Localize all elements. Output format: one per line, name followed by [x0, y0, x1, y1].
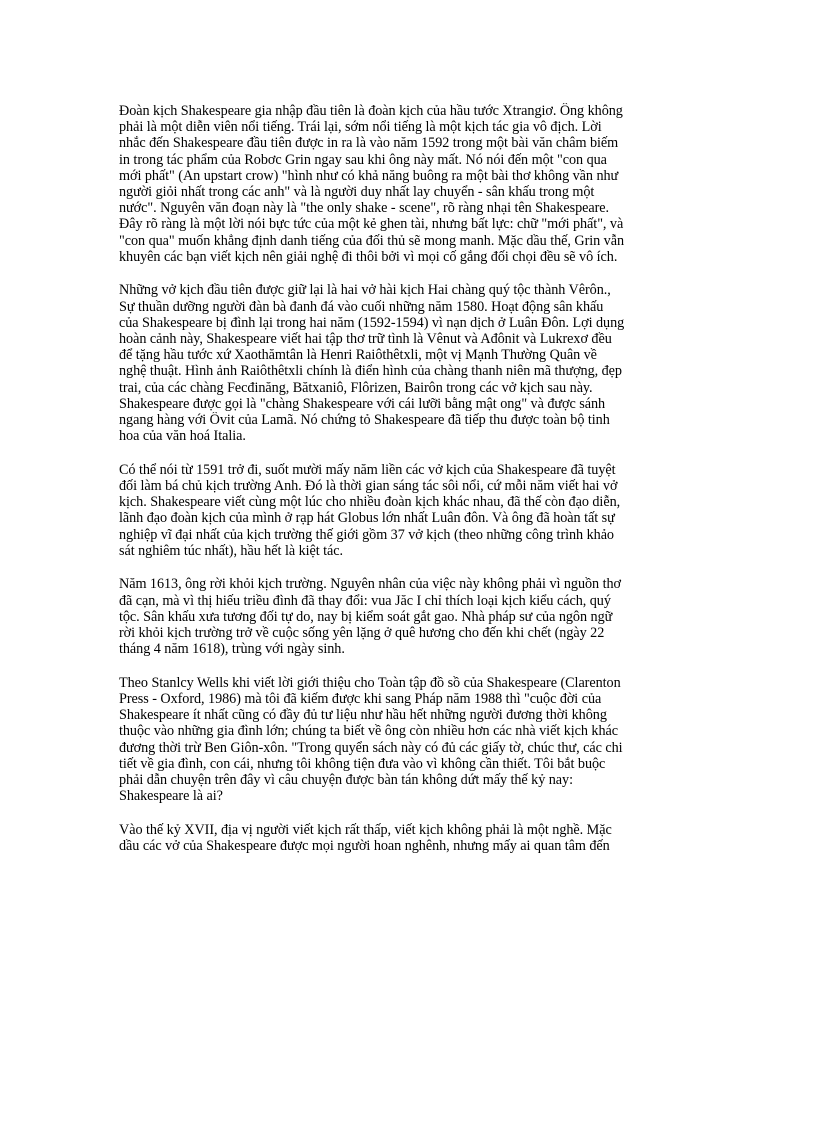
text-line: Đây rõ ràng là một lời nói bực tức của một kẻ ghen tài, nhưng bất lực: chữ "mới phất", và — [119, 216, 624, 233]
text-line: sát nghiêm túc nhất), hầu hết là kiệt tác. — [119, 542, 344, 559]
document-body — [119, 103, 697, 872]
text-line: khuyên các bạn viết kịch nên giải nghệ đi thôi bởi vì mọi cố gắng đối chọi đều sẽ vô ích. — [119, 248, 618, 265]
text-line: để tặng hầu tước xứ Xaothămtân là Henri Raiôthêtxli, một vị Mạnh Thường Quân về — [119, 347, 597, 364]
text-line: Những vở kịch đầu tiên được giữ lại là hai vở hài kịch Hai chàng quý tộc thành Vêrôn., — [119, 282, 611, 299]
text-line: nhắc đến Shakespeare đầu tiên được in ra là vào năm 1592 trong một bài văn châm biếm — [119, 135, 619, 152]
text-line: in trong tác phẩm của Robơc Grin ngay sau khi ông này mất. Nó nói đến một "con qua — [119, 151, 607, 168]
text-line: đã cạn, mà vì thị hiếu triều đình đã thay đổi: vua Jăc I chỉ thích loại kịch kiểu cách, quý — [119, 592, 611, 609]
text-line: Vào thế kỷ XVII, địa vị người viết kịch rất thấp, viết kịch không phải là một nghề. Mặc — [119, 821, 612, 838]
text-line: "con qua" muốn khẳng định danh tiếng của đối thủ sẽ mong manh. Mặc dầu thế, Grin vẫn — [119, 232, 625, 249]
text-line: tiết về gia đình, con cái, nhưng tôi không tiện đưa vào vì không cần thiết. Tôi bắt buộc — [119, 755, 606, 772]
text-line: người giỏi nhất trong các anh" và là người duy nhất lay chuyển - sân khấu trong một — [119, 183, 595, 200]
text-line: lãnh đạo đoàn kịch của mình ở rạp hát Globus lớn nhất Luân đôn. Và ông đã hoàn tất sự — [119, 510, 615, 527]
text-line: đương thời trừ Ben Giôn-xôn. "Trong quyển sách này có đủ các giấy tờ, chúc thư, các chi — [119, 739, 623, 756]
text-line: trai, của các chàng Fecđinăng, Bătxaniô, Flôrizen, Bairôn trong các vở kịch sau này. — [119, 379, 593, 396]
text-line: Đoàn kịch Shakespeare gia nhập đầu tiên là đoàn kịch của hầu tước Xtrangiơ. Ông không — [119, 103, 623, 119]
text-line: nước". Nguyên văn đoạn này là "the only shake - scene", rõ ràng nhại tên Shakespeare. — [119, 200, 610, 217]
text-line: phải dẫn chuyện trên đây vì câu chuyện được bàn tán không dứt mấy thế kỷ nay: — [119, 771, 573, 788]
text-line: đối làm bá chủ kịch trường Anh. Đó là thời gian sáng tác sôi nổi, cứ mỗi năm viết hai vở — [119, 477, 618, 494]
text-line: nghiệp vĩ đại nhất của kịch trường thế giới gồm 37 vở kịch (theo những công trình khảo — [119, 526, 614, 543]
text-line: phải là một diễn viên nổi tiếng. Trái lại, sớm nổi tiếng là một kịch tác gia vô địch. Lời — [119, 119, 602, 136]
text-line: Press - Oxford, 1986) mà tôi đã kiếm được khi sang Pháp năm 1988 thì "cuộc đời của — [119, 691, 602, 707]
paragraph — [119, 462, 697, 559]
text-line: rời khỏi kịch trường trở về cuộc sống yên lặng ở quê hương cho đến khi chết (ngày 22 — [119, 624, 605, 641]
text-line: ngang hàng với Ôvit của Lamã. Nó chứng tỏ Shakespeare đã tiếp thu được toàn bộ tinh — [119, 411, 610, 428]
text-line: Shakespeare được gọi là "chàng Shakespeare với cái lưỡi bằng mật ong" và được sánh — [119, 395, 606, 412]
text-line: kịch. Shakespeare viết cùng một lúc cho nhiều đoàn kịch khác nhau, đã thế còn đạo diễn, — [119, 494, 621, 511]
text-line: Có thể nói từ 1591 trở đi, suốt mười mấy năm liền các vở kịch của Shakespeare đã tuyệt — [119, 461, 616, 478]
paragraph — [119, 576, 697, 657]
text-line: Năm 1613, ông rời khỏi kịch trường. Nguyên nhân của việc này không phải vì nguồn thơ — [119, 576, 621, 593]
paragraph — [119, 103, 697, 265]
paragraph — [119, 822, 697, 854]
text-line: dầu các vở của Shakespeare được mọi người hoan nghênh, nhưng mấy ai quan tâm đến — [119, 838, 610, 854]
text-line: tháng 4 năm 1618), trùng với ngày sinh. — [119, 641, 345, 658]
paragraph — [119, 282, 697, 444]
text-line: Shakespeare ít nhất cũng có đầy đủ tư liệu như hầu hết những người đương thời không — [119, 707, 607, 724]
text-line: mới phất" (An upstart crow) "hình như có khả năng buông ra một bài thơ không vần như — [119, 167, 619, 184]
text-line: nghệ thuật. Hình ảnh Raiôthêtxli chính là điển hình của chàng thanh niên mã thượng, đẹp — [119, 363, 622, 380]
paragraph — [119, 675, 697, 805]
text-line: thuộc vào những gia đình lớn; chúng ta biết về ông còn nhiều hơn các nhà viết kịch khác — [119, 723, 619, 740]
text-line: Theo Stanlcy Wells khi viết lời giới thiệu cho Toàn tập đồ sồ của Shakespeare (Clarenton — [119, 674, 621, 691]
text-line: tộc. Sân khấu xưa tương đối tự do, nay bị kiểm soát gắt gao. Nhà pháp sư của ngôn ngữ — [119, 608, 613, 625]
text-line: Sự thuần dưỡng người đàn bà đanh đá vào cuối những năm 1580. Hoạt động sân khấu — [119, 298, 604, 315]
text-line: Shakespeare là ai? — [119, 788, 223, 805]
text-line: hoa của văn hoá Italia. — [119, 428, 246, 445]
text-line: hoàn cảnh này, Shakespeare viết hai tập thơ trữ tình là Vênut và Ađônit và Lukrexơ đều — [119, 330, 612, 347]
text-line: của Shakespeare bị đình lại trong hai năm (1592-1594) vì nạn dịch ở Luân Đôn. Lợi dụng — [119, 314, 625, 331]
